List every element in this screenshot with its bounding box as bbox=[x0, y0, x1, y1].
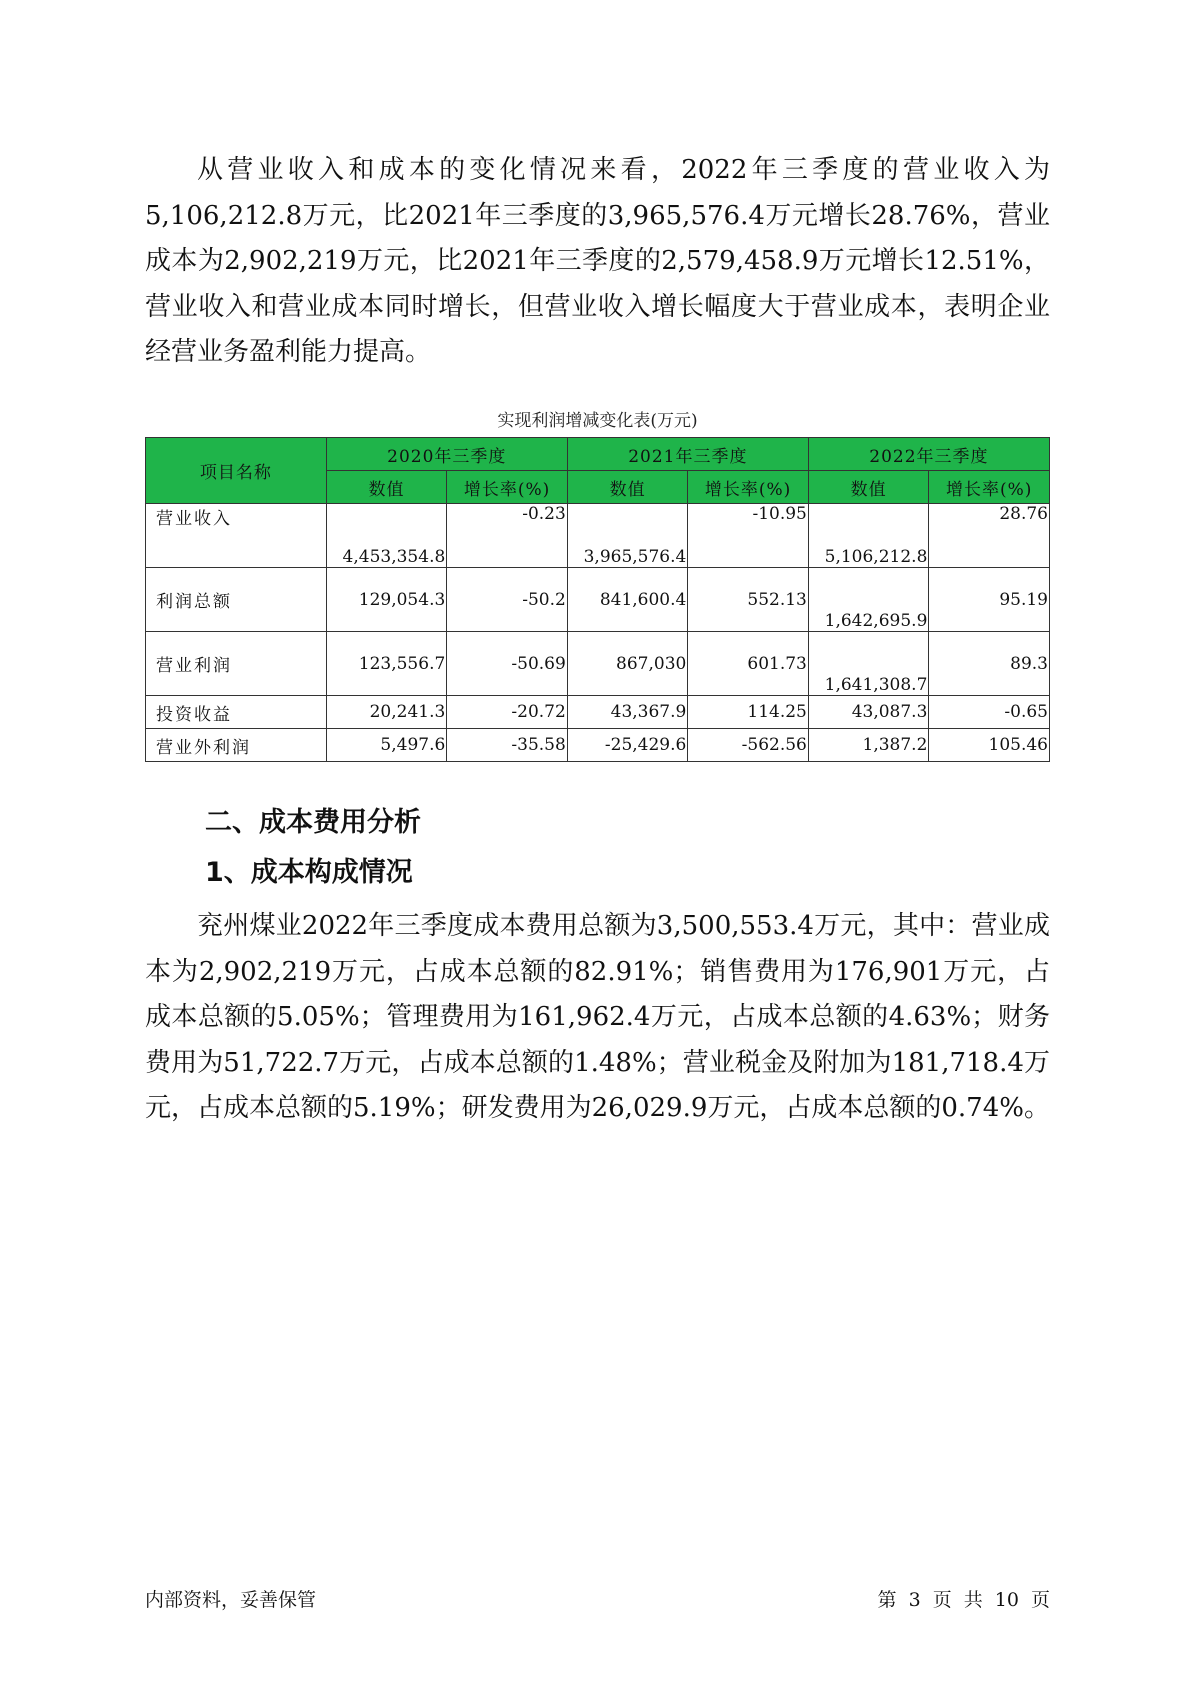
cell-value: 123,556.7 bbox=[326, 632, 447, 696]
cell-value: 867,030 bbox=[567, 632, 688, 696]
cell-value: -25,429.6 bbox=[567, 729, 688, 762]
cell-value: 3,965,576.4 bbox=[567, 504, 688, 568]
cell-value: 20,241.3 bbox=[326, 696, 447, 729]
row-name: 营业收入 bbox=[146, 504, 327, 568]
subheader-rate: 增长率(%) bbox=[929, 471, 1050, 504]
header-item-name: 项目名称 bbox=[146, 438, 327, 504]
table-header-row-periods bbox=[146, 438, 1050, 471]
subheader-value: 数值 bbox=[326, 471, 447, 504]
table-row bbox=[146, 632, 1050, 696]
cell-value: 4,453,354.8 bbox=[326, 504, 447, 568]
cell-rate: 28.76 bbox=[929, 504, 1050, 568]
profit-change-table bbox=[145, 437, 1050, 762]
cell-value: 129,054.3 bbox=[326, 568, 447, 632]
subheader-value: 数值 bbox=[567, 471, 688, 504]
row-name: 营业利润 bbox=[146, 632, 327, 696]
row-name: 利润总额 bbox=[146, 568, 327, 632]
cell-value: 5,497.6 bbox=[326, 729, 447, 762]
cell-value: 43,367.9 bbox=[567, 696, 688, 729]
header-period-2021: 2021年三季度 bbox=[567, 438, 808, 471]
cell-value: 1,642,695.9 bbox=[808, 568, 929, 632]
cell-rate: -0.23 bbox=[447, 504, 568, 568]
row-name: 营业外利润 bbox=[146, 729, 327, 762]
table-caption: 实现利润增减变化表(万元) bbox=[497, 411, 698, 431]
table-row bbox=[146, 504, 1050, 568]
cell-rate: -50.69 bbox=[447, 632, 568, 696]
subheader-value: 数值 bbox=[808, 471, 929, 504]
cell-value: 5,106,212.8 bbox=[808, 504, 929, 568]
table-row bbox=[146, 568, 1050, 632]
header-period-2020: 2020年三季度 bbox=[326, 438, 567, 471]
table-row bbox=[146, 696, 1050, 729]
subsection-heading: 1、成本构成情况 bbox=[205, 857, 413, 888]
intro-paragraph: 从营业收入和成本的变化情况来看，2022年三季度的营业收入为5,106,212.8万元，比2021年三季度的3,965,576.4万元增长28.76%，营业成本为2,902,219万元，比2021年三季度的2,579,458.9万元增长12.51%，营业收入和营业成本同时增长，但营业收入增长幅度大于营业成本，表明企业经营业务盈利能力提高。 bbox=[145, 155, 1050, 367]
subheader-rate: 增长率(%) bbox=[688, 471, 809, 504]
cell-rate: 552.13 bbox=[688, 568, 809, 632]
cell-rate: -0.65 bbox=[929, 696, 1050, 729]
cell-rate: 89.3 bbox=[929, 632, 1050, 696]
cell-rate: -50.2 bbox=[447, 568, 568, 632]
cell-value: 841,600.4 bbox=[567, 568, 688, 632]
cell-rate: -35.58 bbox=[447, 729, 568, 762]
cost-paragraph: 兖州煤业2022年三季度成本费用总额为3,500,553.4万元，其中：营业成本为2,902,219万元，占成本总额的82.91%；销售费用为176,901万元，占成本总额的5.05%；管理费用为161,962.4万元，占成本总额的4.63%；财务费用为51,722.7万元，占成本总额的1.48%；营业税金及附加为181,718.4万元，占成本总额的5.19%；研发费用为26,029.9万元，占成本总额的0.74%。 bbox=[145, 911, 1050, 1123]
cell-rate: -562.56 bbox=[688, 729, 809, 762]
footer-confidential-note: 内部资料，妥善保管 bbox=[145, 1589, 317, 1611]
cell-rate: 95.19 bbox=[929, 568, 1050, 632]
cell-rate: 114.25 bbox=[688, 696, 809, 729]
cell-rate: 601.73 bbox=[688, 632, 809, 696]
cell-value: 43,087.3 bbox=[808, 696, 929, 729]
row-name: 投资收益 bbox=[146, 696, 327, 729]
footer-page-number: 第 3 页 共 10 页 bbox=[877, 1589, 1050, 1611]
section-heading: 二、成本费用分析 bbox=[205, 807, 421, 838]
cell-value: 1,387.2 bbox=[808, 729, 929, 762]
table-row bbox=[146, 729, 1050, 762]
cell-rate: 105.46 bbox=[929, 729, 1050, 762]
cell-value: 1,641,308.7 bbox=[808, 632, 929, 696]
cell-rate: -20.72 bbox=[447, 696, 568, 729]
header-period-2022: 2022年三季度 bbox=[808, 438, 1049, 471]
cell-rate: -10.95 bbox=[688, 504, 809, 568]
subheader-rate: 增长率(%) bbox=[447, 471, 568, 504]
